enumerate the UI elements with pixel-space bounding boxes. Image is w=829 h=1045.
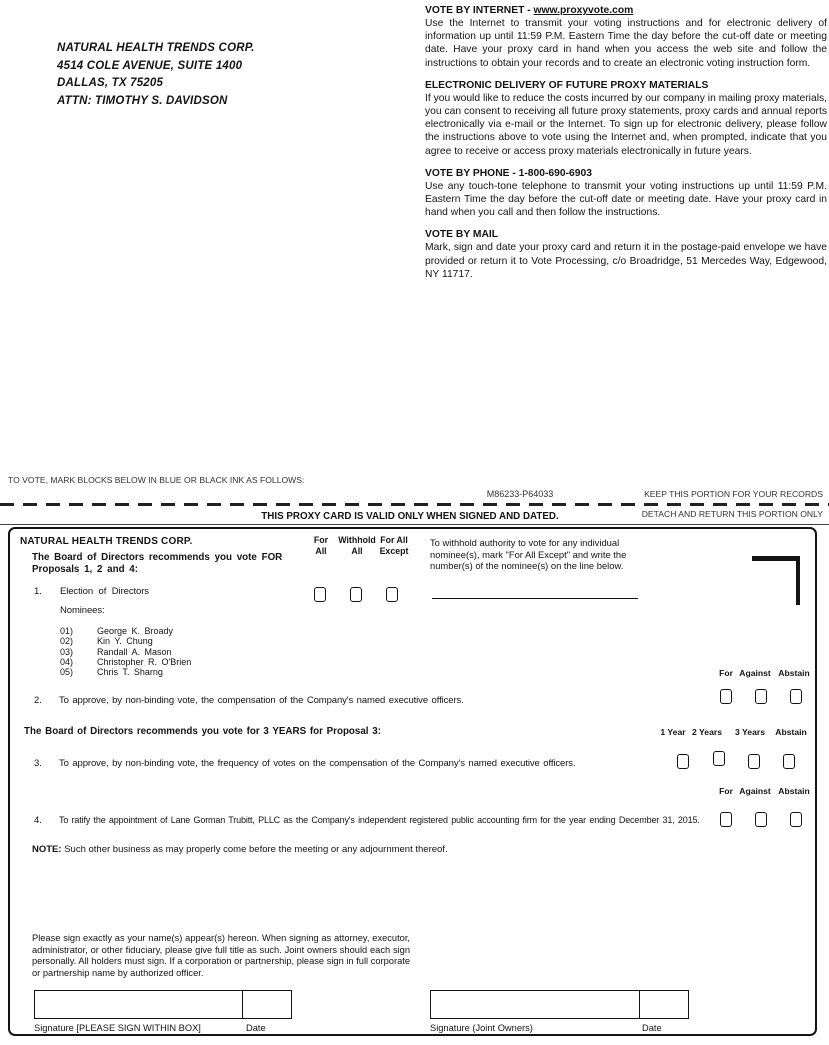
proposal-1-number: 1.: [34, 586, 42, 597]
checkbox-for-all-except[interactable]: [386, 587, 398, 602]
valid-when-signed-note: THIS PROXY CARD IS VALID ONLY WHEN SIGNED AND DATED.: [261, 511, 559, 522]
nominee-2-number: 02): [60, 636, 74, 647]
nominees-label: Nominees:: [60, 605, 105, 616]
checkbox-p2-against[interactable]: [755, 689, 767, 704]
nominee-5-name: Chris T. Sharng: [97, 667, 163, 678]
recipient-address: [57, 40, 255, 110]
signature-box[interactable]: [34, 990, 292, 1019]
keep-portion-label: KEEP THIS PORTION FOR YOUR RECORDS: [644, 489, 823, 499]
for-all-except-line1: For All: [380, 535, 408, 545]
vote-by-mail-section: [425, 229, 827, 281]
checkbox-p3-2years[interactable]: [713, 751, 725, 766]
vote-header-for: For: [719, 668, 733, 678]
nominee-5-number: 05): [60, 667, 74, 678]
strip-divider-line: [0, 524, 829, 525]
proxyvote-url-link[interactable]: www.proxyvote.com: [533, 5, 634, 16]
nominee-row: [60, 636, 191, 646]
perforation-dashed-line: [0, 503, 829, 506]
checkbox-p4-for[interactable]: [720, 812, 732, 827]
nominee-3-number: 03): [60, 646, 74, 657]
nominee-1-name: George K. Broady: [97, 626, 174, 636]
for-all-line1: For: [313, 535, 329, 545]
detach-return-label: DETACH AND RETURN THIS PORTION ONLY: [641, 509, 823, 519]
nominee-row: [60, 657, 191, 667]
vote-header-against-2: Against: [739, 786, 771, 796]
withhold-all-line2: All: [351, 546, 363, 556]
nominee-4-name: Christopher R. O'Brien: [97, 656, 192, 667]
column-header-for-all-except: [368, 535, 420, 557]
checkbox-withhold-all[interactable]: [350, 587, 362, 602]
vote-by-mail-body: Mark, sign and date your proxy card and return it in the postage-paid envelope we have provided or return it to Vote Processing, c/o Broadridge, 51 Mercedes Way, Edgewood, NY 11717.: [425, 242, 827, 280]
vote-header-abstain-2: Abstain: [778, 786, 810, 796]
recipient-company: NATURAL HEALTH TRENDS CORP.: [57, 42, 255, 54]
checkbox-p2-for[interactable]: [720, 689, 732, 704]
vote-methods-column: [425, 5, 827, 291]
signature-joint-label: Signature (Joint Owners): [430, 1023, 533, 1033]
proposal-3-number: 3.: [34, 758, 42, 769]
proposal-2-number: 2.: [34, 695, 42, 706]
recipient-attn: ATTN: TIMOTHY S. DAVIDSON: [57, 94, 228, 107]
checkbox-p2-abstain[interactable]: [790, 689, 802, 704]
recipient-street: 4514 COLE AVENUE, SUITE 1400: [57, 59, 243, 72]
nominee-row: [60, 626, 191, 636]
proposal-4-number: 4.: [34, 815, 42, 826]
nominee-3-name: Randall A. Mason: [97, 646, 172, 657]
signature-date-label: Date: [246, 1023, 266, 1033]
card-company-name: NATURAL HEALTH TRENDS CORP.: [20, 536, 193, 547]
nominee-row: [60, 647, 191, 657]
vote-header-for-2: For: [719, 786, 733, 796]
recipient-city: DALLAS, TX 75205: [57, 77, 164, 89]
control-number: M86233-P64033: [486, 489, 554, 499]
electronic-delivery-title: ELECTRONIC DELIVERY OF FUTURE PROXY MATERIALS: [425, 79, 709, 91]
corner-registration-mark-vertical: [796, 556, 801, 605]
for-all-line2: All: [315, 546, 327, 556]
for-all-except-line2: Except: [379, 546, 409, 556]
nominee-exception-line[interactable]: [432, 598, 638, 599]
vote-header-abstain: Abstain: [778, 668, 810, 678]
vote-by-phone-title: VOTE BY PHONE - 1-800-690-6903: [425, 167, 592, 179]
note-text: Such other business as may properly come before the meeting or any adjournment thereof.: [61, 844, 448, 855]
proposal-1-title: Election of Directors: [60, 586, 149, 597]
nominee-2-name: Kin Y. Chung: [97, 636, 153, 647]
signature-date-divider: [242, 990, 243, 1019]
freq-header-abstain: Abstain: [775, 727, 807, 737]
freq-header-1year: 1 Year: [660, 727, 686, 737]
checkbox-p4-abstain[interactable]: [790, 812, 802, 827]
joint-date-label: Date: [642, 1023, 662, 1033]
checkbox-for-all[interactable]: [314, 587, 326, 602]
nominee-1-number: 01): [60, 626, 74, 636]
electronic-delivery-section: [425, 80, 827, 158]
checkbox-p4-against[interactable]: [755, 812, 767, 827]
checkbox-p3-3years[interactable]: [748, 754, 760, 769]
freq-header-2years: 2 Years: [692, 727, 722, 737]
vote-by-phone-body: Use any touch-tone telephone to transmit your voting instructions up until 11:59 P.M. Eastern Time the day before the cut-off date or meeting date. Have your proxy card in hand when you call and then follow the instructions.: [425, 180, 827, 219]
proposal-4-text: To ratify the appointment of Lane Gorman Trubitt, PLLC as the Company's independent registered public accounting firm for the year ending December 31, 2015.: [59, 815, 700, 825]
nominee-list: [60, 626, 191, 677]
nominee-row: [60, 667, 191, 677]
vote-by-internet-body: Use the Internet to transmit your voting instructions and for electronic delivery of information up until 11:59 P.M. Eastern Time the day before the cut-off date or meeting date. Have your proxy card in hand when you access the web site and follow the instructions to obtain your records and to create an electronic voting instruction form.: [425, 18, 827, 69]
joint-date-divider: [639, 990, 640, 1019]
vote-by-mail-title: VOTE BY MAIL: [425, 229, 499, 241]
proposal-3-text: To approve, by non-binding vote, the frequency of votes on the compensation of the Company's named executive officers.: [59, 758, 576, 769]
withhold-authority-note: To withhold authority to vote for any individual nominee(s), mark "For All Except" and write the number(s) of the nominee(s) on the line below.: [430, 537, 627, 572]
mark-blocks-instruction: TO VOTE, MARK BLOCKS BELOW IN BLUE OR BLACK INK AS FOLLOWS:: [8, 475, 305, 485]
corner-registration-mark-horizontal: [752, 556, 800, 561]
signature-primary-label: Signature [PLEASE SIGN WITHIN BOX]: [34, 1023, 201, 1033]
vote-header-against: Against: [739, 668, 771, 678]
electronic-delivery-body: If you would like to reduce the costs incurred by our company in mailing proxy materials, you can consent to receiving all future proxy statements, proxy cards and annual reports electronically via e-mail or the Internet. To sign up for electronic delivery, please follow the instructions above to vote using the Internet and, when prompted, indicate that you agree to receive or access proxy materials electronically in future years.: [425, 92, 827, 157]
vote-by-internet-section: [425, 5, 827, 70]
checkbox-p3-1year[interactable]: [677, 754, 689, 769]
note-label: NOTE:: [32, 844, 62, 855]
ballot-card: [8, 527, 817, 1036]
board-recommendation-3: The Board of Directors recommends you vote for 3 YEARS for Proposal 3:: [24, 726, 381, 737]
other-business-note: [32, 844, 448, 855]
vote-by-phone-section: [425, 168, 827, 220]
checkbox-p3-abstain[interactable]: [783, 754, 795, 769]
withhold-all-line1: Withhold: [338, 535, 376, 545]
proposal-2-text: To approve, by non-binding vote, the compensation of the Company's named executive officers.: [59, 695, 464, 706]
signature-joint-box[interactable]: [430, 990, 689, 1019]
freq-header-3years: 3 Years: [735, 727, 765, 737]
signature-instructions: Please sign exactly as your name(s) appear(s) hereon. When signing as attorney, executor, administrator, or other fiduciary, please give full title as such. Joint owners should each sign personally. All holders must sign. If a corporation or partnership, please sign in full corporate or partnership name by authorized officer.: [32, 933, 410, 978]
vote-by-internet-title-prefix: VOTE BY INTERNET -: [425, 5, 534, 16]
board-recommendation-124: The Board of Directors recommends you vote FOR Proposals 1, 2 and 4:: [32, 552, 283, 575]
nominee-4-number: 04): [60, 656, 74, 667]
vote-by-internet-title: [425, 5, 827, 16]
